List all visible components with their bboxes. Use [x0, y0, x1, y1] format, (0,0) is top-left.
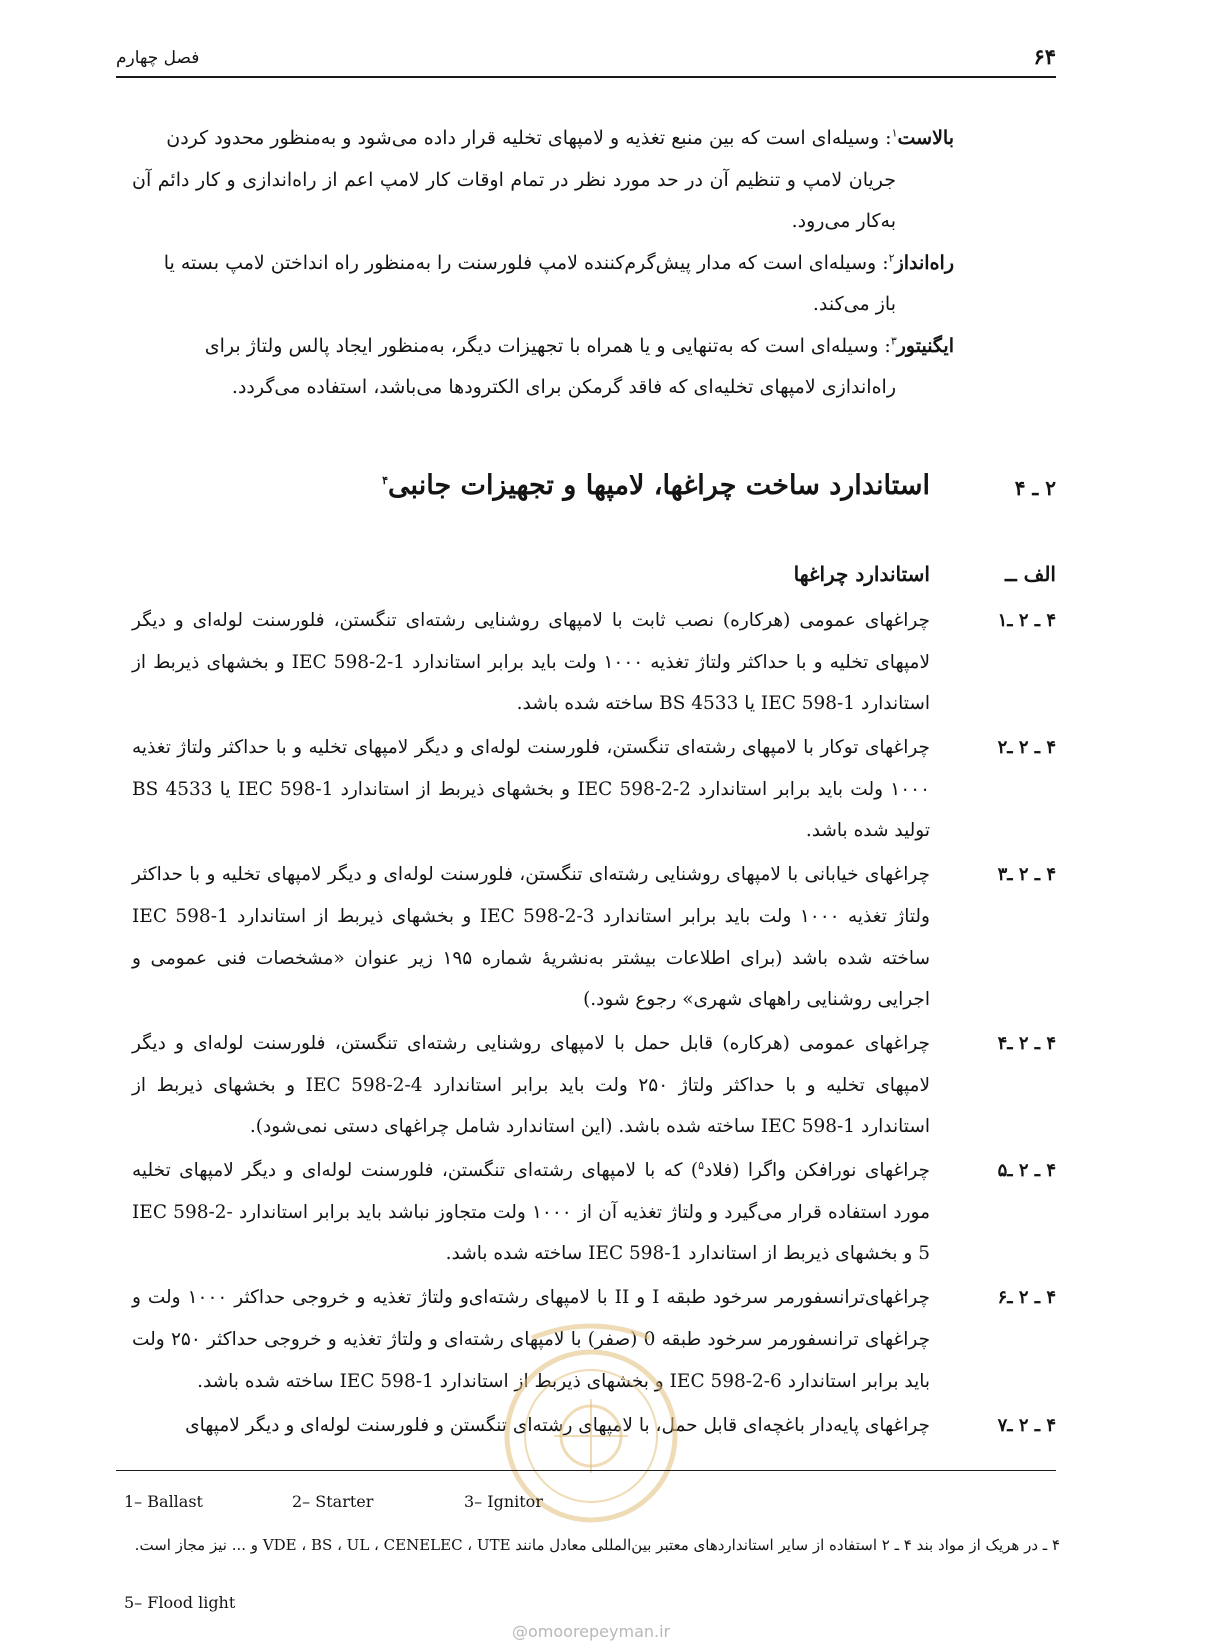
definition-term: بالاست: [897, 127, 954, 149]
footnote-5: 5– Flood light: [124, 1593, 236, 1612]
footnote-1: 1– Ballast: [124, 1492, 203, 1511]
item-text: چراغهای پایه‌دار باغچه‌ای قابل حمل، با لامپهای رشته‌ای تنگستن و فلورسنت لوله‌ای و دیگر لامپهای: [185, 1414, 930, 1436]
standard-item: [132, 1150, 1056, 1275]
footnote-ref: ۲: [888, 251, 895, 265]
footnote-ref: ۳: [890, 334, 897, 348]
item-number: ۴ ـ ۲ ـ۱: [997, 610, 1056, 631]
footnote-3: 3– Ignitor: [464, 1492, 543, 1511]
subsection-title: استاندارد چراغها: [793, 562, 930, 586]
footnote-2: 2– Starter: [292, 1492, 374, 1511]
definition-term: ایگنیتور: [896, 334, 954, 357]
definition-text: : وسیله‌ای است که بین منبع تغذیه و لامپهای تخلیه قرار داده می‌شود و به‌منظور محدود کردن: [166, 127, 892, 149]
page-header: [116, 42, 1056, 76]
item-number: ۴ ـ ۲ ـ۴: [997, 1033, 1056, 1055]
section-title: [382, 470, 930, 501]
definition-text-continued: باز می‌کند.: [812, 293, 896, 315]
watermark-seal-icon: [502, 1318, 680, 1554]
footnote-ref: ۵: [698, 1159, 705, 1173]
item-text: چراغهای‌ترانسفورمر سرخود طبقه I و II با لامپهای رشته‌ای‌و ولتاژ تغذیه و خروجی حداکثر ۱۰۰۰ ولت و چراغهای ترانسفورمر سرخود طبقه 0 (صفر) با لامپهای رشته‌ای و ولتاژ تغذیه و خروجی حداکثر ۲۵۰ ولت باید برابر استاندارد IEC 598-2-6 و بخشهای ذیربط از استاندارد IEC 598-1 ساخته شده باشد.: [132, 1287, 931, 1392]
definition-text-continued: جریان لامپ و تنظیم آن در حد مورد نظر در تمام اوقات کار لامپ اعم از راه‌اندازی و کار دائم آن به‌کار می‌رود.: [132, 168, 896, 232]
footnote-rule: [116, 1470, 1056, 1471]
item-text: چراغهای نورافکن واگرا (فلاد: [704, 1160, 930, 1182]
section-heading: [116, 468, 1056, 512]
chapter-title: فصل چهارم: [116, 48, 200, 68]
item-text: چراغهای عمومی (هرکاره) قابل حمل با لامپهای روشنایی رشته‌ای تنگستن، فلورسنت لوله‌ای و دیگر لامپهای تخلیه و با حداکثر ولتاژ ۲۵۰ ولت باید برابر استاندارد IEC 598-2-4 و بخشهای ذیربط از استاندارد IEC 598-1 ساخته شده باشد. (این استاندارد شامل چراغهای دستی نمی‌شود).: [132, 1033, 931, 1138]
standard-item: [132, 727, 1056, 852]
item-number: ۴ ـ ۲ ـ۶: [997, 1287, 1056, 1309]
standard-item: [132, 600, 1056, 725]
item-text: چراغهای خیابانی با لامپهای روشنایی رشته‌ای تنگستن، فلورسنت لوله‌ای و دیگر لامپهای تخلیه و با حداکثر ولتاژ تغذیه ۱۰۰۰ ولت باید برابر استاندارد IEC 598-2-3 و بخشهای ذیربط از استاندارد IEC 598-1 ساخته شده باشد (برای اطلاعات بیشتر به‌نشریهٔ شماره ۱۹۵ زیر عنوان «مشخصات فنی عمومی و اجرایی روشنایی راههای شهری» رجوع شود.): [132, 864, 930, 1011]
definition-text-continued: راه‌اندازی لامپهای تخلیه‌ای که فاقد گرمکن برای الکترودها می‌باشد، استفاده می‌گردد.: [231, 376, 896, 398]
definition-text: : وسیله‌ای است که به‌تنهایی و یا همراه با تجهیزات دیگر، به‌منظور ایجاد پالس ولتاژ برای: [204, 334, 891, 357]
definition-term: راه‌انداز: [894, 251, 954, 274]
definition-starter: [132, 243, 954, 326]
watermark-site: @omoorepeyman.ir: [512, 1622, 671, 1641]
footnotes-latin: [124, 1492, 924, 1516]
subsection-heading: [116, 560, 1056, 594]
item-text-continued: ) که با لامپهای رشته‌ای تنگستن، فلورسنت لوله‌ای و دیگر لامپهای تخلیه مورد استفاده قرار می‌گیرد و ولتاژ تغذیه آن از ۱۰۰۰ ولت متجاوز نباشد باید برابر استاندارد IEC 598-2-5 و بخشهای ذیربط از استاندارد IEC 598-1 ساخته شده باشد.: [132, 1160, 930, 1265]
item-text: چراغهای عمومی (هرکاره) نصب ثابت با لامپهای روشنایی رشته‌ای تنگستن، فلورسنت لوله‌ای و دیگر لامپهای تخلیه و با حداکثر ولتاژ تغذیه ۱۰۰۰ ولت باید برابر استاندارد IEC 598-2-1 و بخشهای ذیربط از استاندارد IEC 598-1 یا BS 4533 ساخته شده باشد.: [132, 610, 931, 715]
section-title-text: استاندارد ساخت چراغها، لامپها و تجهیزات جانبی: [388, 470, 930, 501]
page-number: ۶۴: [1033, 44, 1056, 69]
item-text: چراغهای توکار با لامپهای رشته‌ای تنگستن، فلورسنت لوله‌ای و دیگر لامپهای تخلیه و با حداکثر ولتاژ تغذیه ۱۰۰۰ ولت باید برابر استاندارد IEC 598-2-2 و بخشهای ذیربط از استاندارد IEC 598-1 یا BS 4533 تولید شده باشد.: [132, 737, 931, 842]
item-number: ۴ ـ ۲ ـ۷: [997, 1414, 1056, 1436]
subsection-label: الف ــ: [1004, 562, 1056, 586]
item-number: ۴ ـ ۲ ـ۵: [997, 1160, 1056, 1182]
footnote-4: ۴ ـ در هریک از مواد بند ۴ ـ ۲ استفاده از سایر استانداردهای معتبر بین‌المللی معادل مانند VDE ، BS ، UL ، CENELEC ، UTE و ... نیز مجاز است.: [134, 1536, 1060, 1554]
definitions: [132, 118, 954, 409]
definition-text: : وسیله‌ای است که مدار پیش‌گرم‌کننده لامپ فلورسنت را به‌منظور راه انداختن لامپ بسته یا: [163, 251, 889, 274]
standard-item: [132, 854, 1056, 1020]
section-number: ۲ ـ ۴: [1014, 476, 1056, 500]
footnote-ref: ۱: [891, 126, 898, 140]
header-rule: [116, 76, 1056, 78]
standard-item: [132, 1023, 1056, 1148]
item-number: ۴ ـ ۲ ـ۲: [997, 737, 1056, 759]
definition-ballast: [132, 118, 954, 243]
item-number: ۴ ـ ۲ ـ۳: [997, 864, 1056, 886]
definition-ignitor: [132, 326, 954, 409]
footnote-ref: ۴: [382, 474, 389, 487]
